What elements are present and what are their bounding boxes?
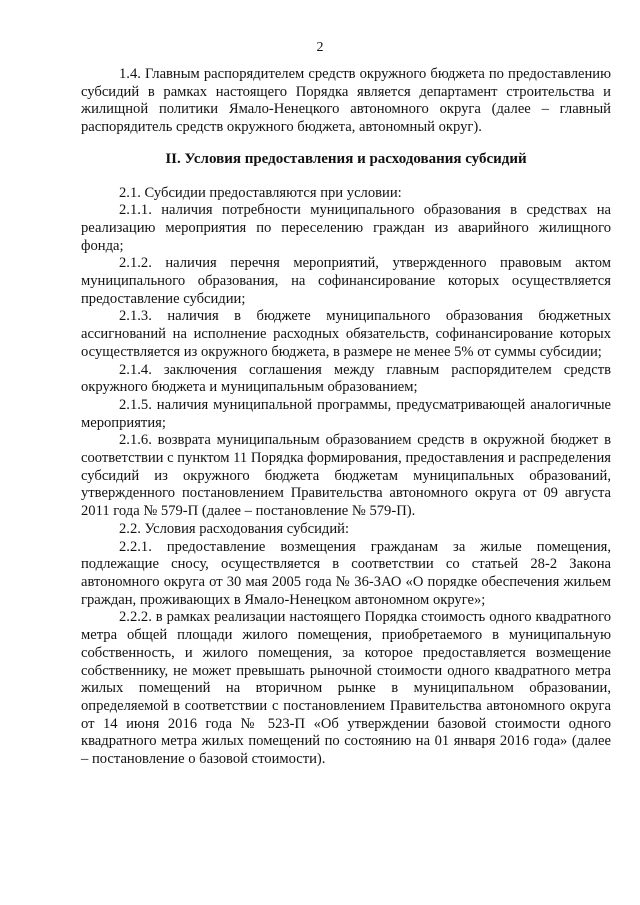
paragraph-2-1-4: 2.1.4. заключения соглашения между главным распорядителем средств окружного бюджета и муниципальным образованием;: [81, 361, 611, 396]
paragraph-1-4: 1.4. Главным распорядителем средств окружного бюджета по предоставлению субсидий в рамках настоящего Порядка является департамент строительства и жилищной политики Ямало-Ненецкого автономного округа (далее – главный распорядитель средств окружного бюджета, автономный округ).: [81, 66, 611, 136]
paragraph-2-1-1: 2.1.1. наличия потребности муниципального образования в средствах на реализацию мероприятия по переселению граждан из аварийного жилищного фонда;: [81, 202, 611, 254]
paragraph-2-1-5: 2.1.5. наличия муниципальной программы, предусматривающей аналогичные мероприятия;: [81, 396, 611, 431]
paragraph-2-2-1: 2.2.1. предоставление возмещения гражданам за жилые помещения, подлежащие сносу, осуществляется в соответствии со статьей 28-2 Закона автономного округа от 30 мая 2005 года № 36-ЗАО «О порядке обеспечения жильем граждан, проживающих в Ямало-Ненецком автономном округе»;: [81, 538, 611, 608]
document-body: [81, 66, 611, 769]
paragraph-2-2-2: 2.2.2. в рамках реализации настоящего Порядка стоимость одного квадратного метра общей площади жилого помещения, приобретаемого в муниципальную собственность, и жилого помещения, за которое предоставляется возмещение собственнику, не может превышать рыночной стоимости одного квадратного метра жилых помещений на вторичном рынке в муниципальном образовании, определяемой в соответствии с постановлением Правительства автономного округа от 14 июня 2016 года № 523-П «Об утверждении базовой стоимости одного квадратного метра жилых помещений по состоянию на 01 января 2016 года» (далее – постановление о базовой стоимости).: [81, 609, 611, 768]
paragraph-2-1-2: 2.1.2. наличия перечня мероприятий, утвержденного правовым актом муниципального образования, на софинансирование которых осуществляется предоставление субсидии;: [81, 255, 611, 307]
page-number: 2: [316, 40, 324, 55]
paragraph-2-1: 2.1. Субсидии предоставляются при условии:: [119, 184, 402, 201]
paragraph-2-1-6: 2.1.6. возврата муниципальным образованием средств в окружной бюджет в соответствии с пунктом 11 Порядка формирования, предоставления и распределения субсидий из окружного бюджета бюджетам муниципальных образований, утвержденного постановлением Правительства автономного округа от 09 августа 2011 года № 579-П (далее – постановление № 579-П).: [81, 432, 611, 520]
section-heading: II. Условия предоставления и расходования субсидий: [165, 150, 527, 167]
paragraph-2-1-3: 2.1.3. наличия в бюджете муниципального образования бюджетных ассигнований на исполнение расходных обязательств, софинансирование которых осуществляется из окружного бюджета, в размере не менее 5% от суммы субсидии;: [81, 308, 611, 360]
paragraph-2-2: 2.2. Условия расходования субсидий:: [119, 520, 349, 537]
